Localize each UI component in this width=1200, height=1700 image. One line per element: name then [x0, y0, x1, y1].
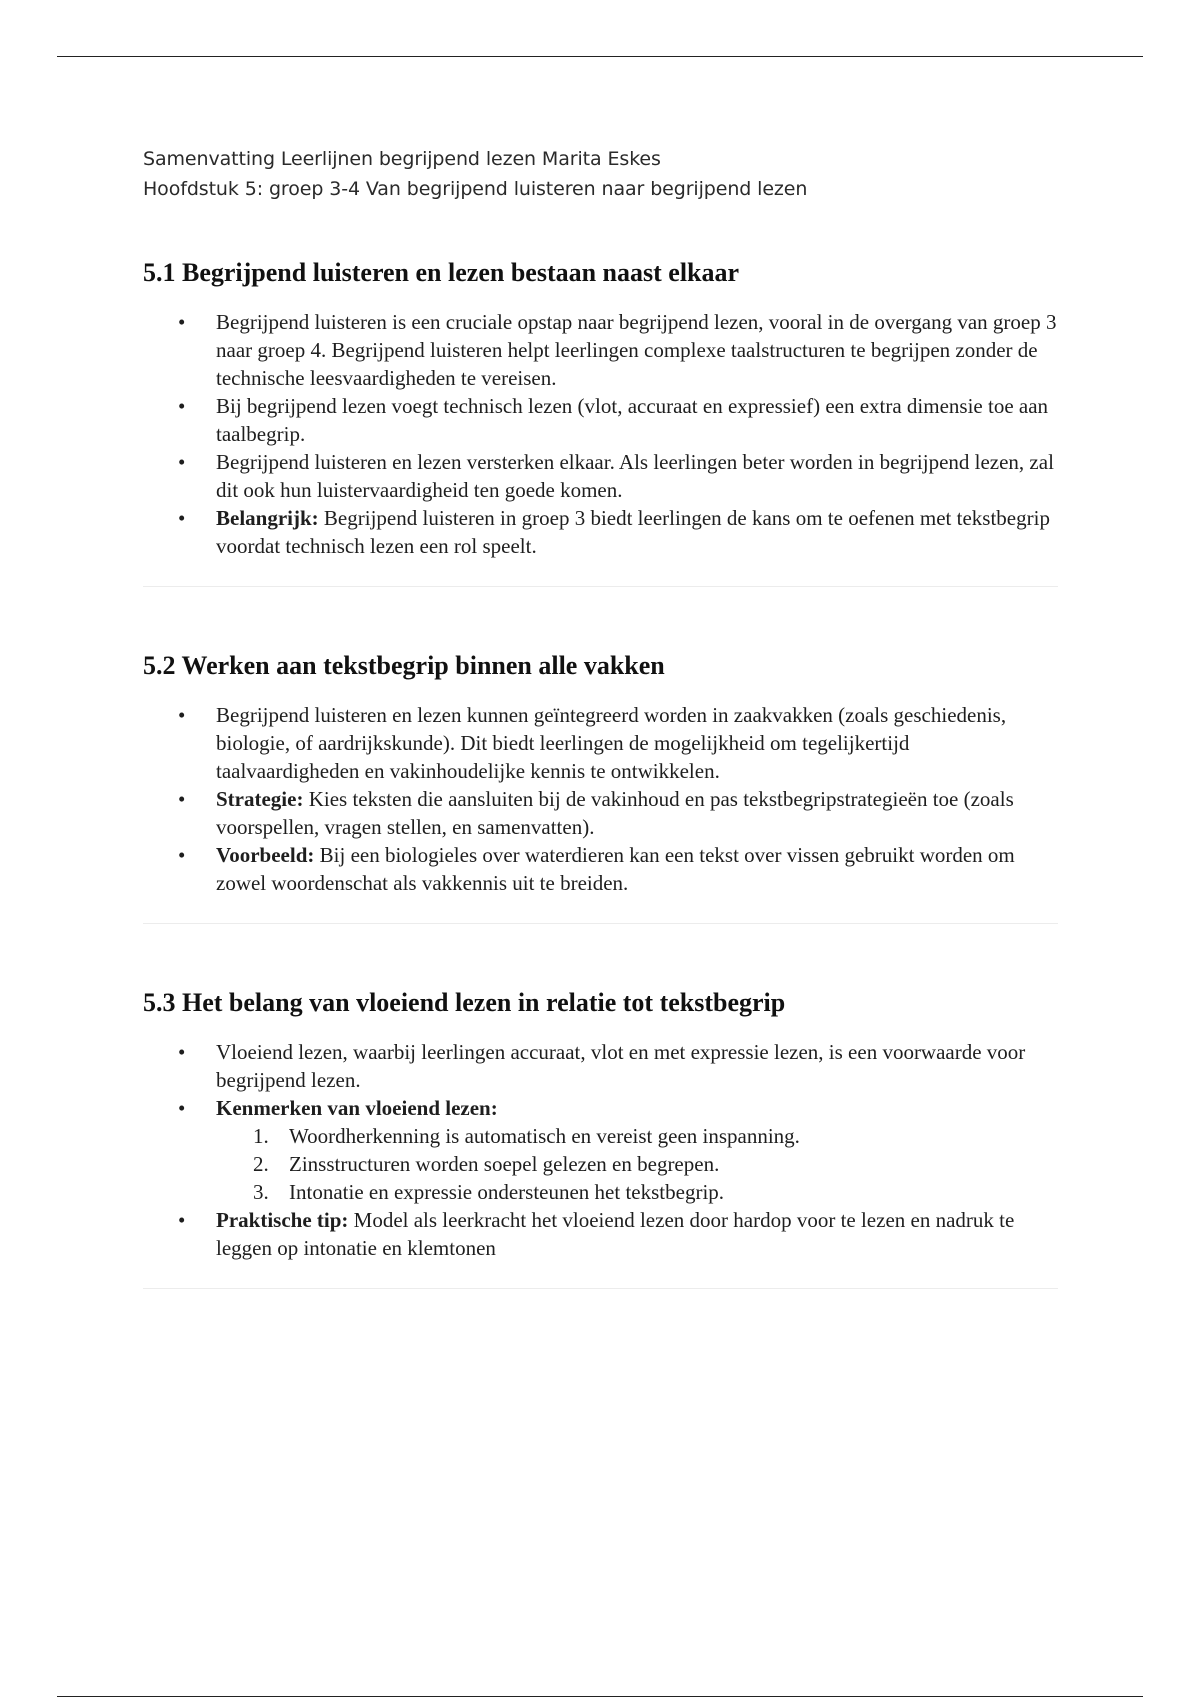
top-rule: [57, 56, 1143, 57]
numbered-list: [216, 1122, 1058, 1206]
list-item: • Begrijpend luisteren en lezen versterken elkaar. Als leerlingen beter worden in begrijpend lezen, zal dit ook hun luistervaardigheid ten goede komen.: [178, 450, 1054, 502]
bullet-list: [143, 701, 1058, 897]
list-item: • Belangrijk: Begrijpend luisteren in groep 3 biedt leerlingen de kans om te oefenen met tekstbegrip voordat technisch lezen een rol speelt.: [178, 506, 1050, 558]
section-5-3: [143, 986, 1058, 1262]
list-item: • Begrijpend luisteren is een cruciale opstap naar begrijpend lezen, vooral in de overgang van groep 3 naar groep 4. Begrijpend luisteren helpt leerlingen complexe taalstructuren te begrijpen zonder de technische leesvaardigheden te vereisen.: [178, 310, 1057, 390]
section-5-2: [143, 649, 1058, 897]
bullet-icon: •: [178, 506, 186, 530]
section-title: 5.3 Het belang van vloeiend lezen in relatie tot tekstbegrip: [143, 988, 786, 1017]
bullet-list: [143, 308, 1058, 560]
bullet-icon: •: [178, 703, 186, 727]
document-body: [143, 144, 1058, 1351]
bullet-list: [143, 1038, 1058, 1262]
list-item: • Kenmerken van vloeiend lezen: 1. Woordherkenning is automatisch en vereist geen inspanning. 2. Zinsstructuren worden soepel gelezen en begrepen. 3. Intonatie en expressie ondersteunen het tekstbegrip.: [143, 1094, 1058, 1206]
bullet-icon: •: [178, 394, 186, 418]
bullet-icon: •: [178, 1096, 186, 1120]
numbered-item: 3. Intonatie en expressie ondersteunen het tekstbegrip.: [253, 1180, 725, 1204]
list-item: • Bij begrijpend lezen voegt technisch lezen (vlot, accuraat en expressief) een extra dimensie toe aan taalbegrip.: [178, 394, 1049, 446]
section-divider: [143, 1288, 1058, 1289]
header-chapter: Hoofdstuk 5: groep 3-4 Van begrijpend luisteren naar begrijpend lezen: [143, 178, 808, 200]
section-5-1: [143, 256, 1058, 560]
numbered-item: 1. Woordherkenning is automatisch en vereist geen inspanning.: [253, 1124, 800, 1148]
list-item: • Praktische tip: Model als leerkracht het vloeiend lezen door hardop voor te lezen en nadruk te leggen op intonatie en klemtonen: [178, 1208, 1015, 1260]
header-title: Samenvatting Leerlijnen begrijpend lezen Marita Eskes: [143, 148, 661, 170]
document-header: [143, 144, 1058, 204]
list-item: • Vloeiend lezen, waarbij leerlingen accuraat, vlot en met expressie lezen, is een voorwaarde voor begrijpend lezen.: [178, 1040, 1026, 1092]
list-item: • Strategie: Kies teksten die aansluiten bij de vakinhoud en pas tekstbegripstrategieën toe (zoals voorspellen, vragen stellen, en samenvatten).: [178, 787, 1014, 839]
bullet-icon: •: [178, 1208, 186, 1232]
bullet-icon: •: [178, 1040, 186, 1064]
bullet-icon: •: [178, 450, 186, 474]
section-title: 5.1 Begrijpend luisteren en lezen bestaan naast elkaar: [143, 258, 740, 287]
section-divider: [143, 586, 1058, 587]
bullet-icon: •: [178, 843, 186, 867]
bullet-icon: •: [178, 310, 186, 334]
bullet-icon: •: [178, 787, 186, 811]
list-item: • Begrijpend luisteren en lezen kunnen geïntegreerd worden in zaakvakken (zoals geschiedenis, biologie, of aardrijkskunde). Dit biedt leerlingen de mogelijkheid om tegelijkertijd taalvaardigheden en vakinhoudelijke kennis te ontwikkelen.: [178, 703, 1007, 783]
list-item: • Voorbeeld: Bij een biologieles over waterdieren kan een tekst over vissen gebruikt worden om zowel woordenschat als vakkennis uit te breiden.: [178, 843, 1015, 895]
section-divider: [143, 923, 1058, 924]
bottom-rule: [57, 1696, 1143, 1697]
numbered-item: 2. Zinsstructuren worden soepel gelezen en begrepen.: [253, 1152, 720, 1176]
section-title: 5.2 Werken aan tekstbegrip binnen alle vakken: [143, 651, 665, 680]
